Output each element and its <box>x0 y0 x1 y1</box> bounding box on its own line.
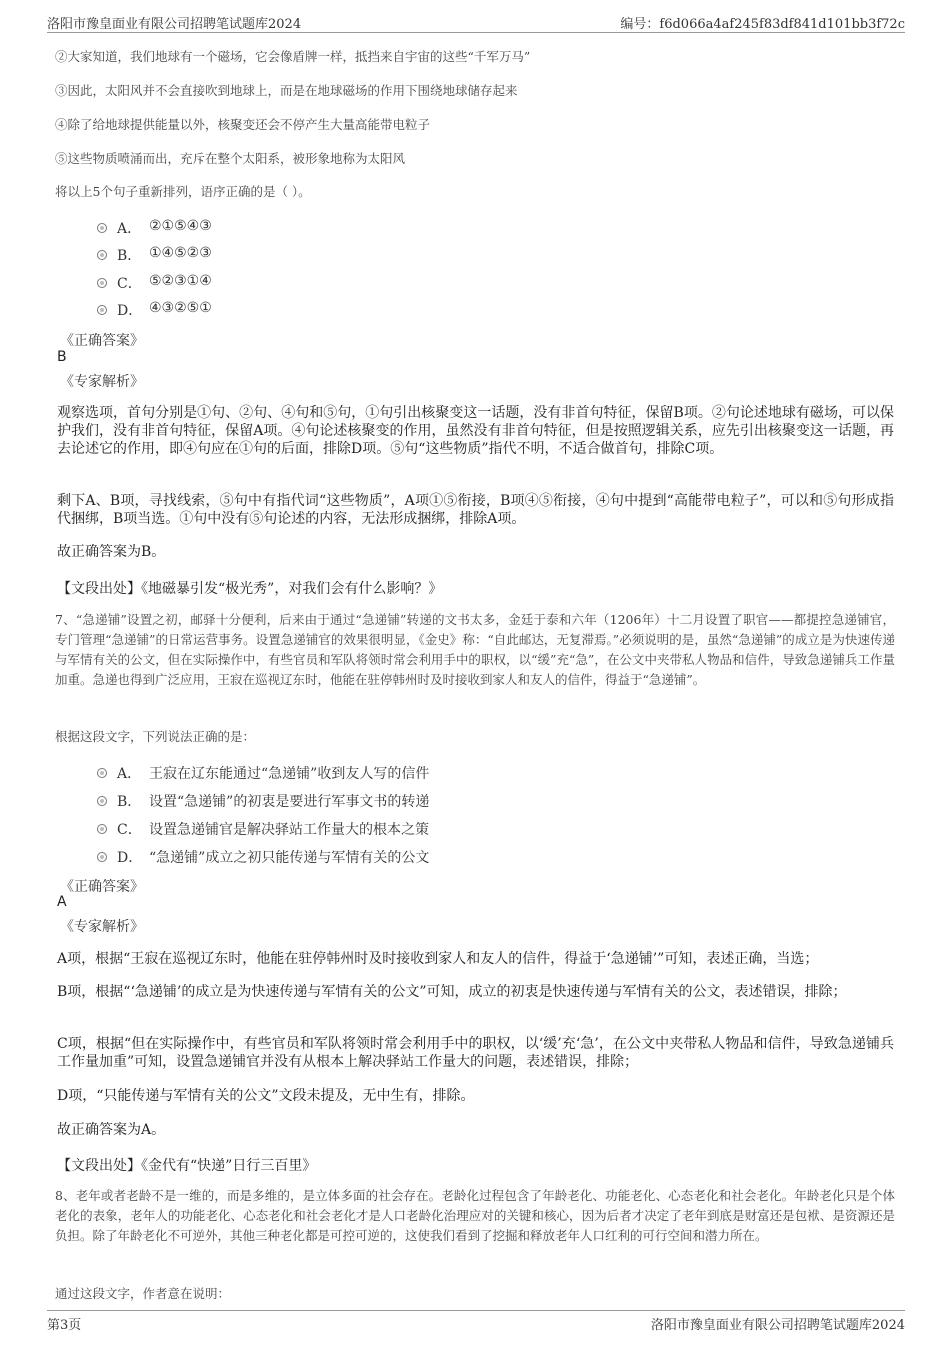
page-number: 第3页 <box>47 1318 82 1333</box>
q7-analysis-a: A项，根据“王寂在巡视辽东时，他能在驻停韩州时及时接收到家人和友人的信件，得益于‘急递铺’”可知，表述正确，当选； <box>57 951 819 967</box>
footer-title: 洛阳市豫皇面业有限公司招聘笔试题库2024 <box>650 1318 905 1333</box>
q8-stem: 8、老年或者老龄不是一维的，而是多维的，是立体多面的社会存在。老龄化过程包含了年龄老化、功能老化、心态老化和社会老化。年龄老化只是个体老化的表象，老年人的功能老化、心态老化和社会老化才是人口老龄化治理应对的关键和核心，因为后者才决定了老年到底是财富还是包袱、是资源还是负担。除了年龄老化不可逆外，其他三种老化都是可控可逆的，这使我们看到了挖掘和释放老年人口红利的可行空间和潜力所在。 <box>55 1188 895 1243</box>
header-title: 洛阳市豫皇面业有限公司招聘笔试题库2024 <box>47 17 302 32</box>
page-header <box>47 10 905 33</box>
option-letter: B． <box>117 794 142 810</box>
q6-source: 【文段出处】《地磁暴引发“极光秀”，对我们会有什么影响？》 <box>57 581 443 597</box>
option-text: 设置“急递铺”的初衷是要进行军事文书的转递 <box>149 794 430 810</box>
option-text: ①④⑤②③ <box>149 245 212 261</box>
q6-sentence-5: ⑤这些物质喷涌而出，充斥在整个太阳系，被形象地称为太阳风 <box>55 151 406 166</box>
q6-prompt: 将以上5个句子重新排列，语序正确的是（ ）。 <box>55 184 311 199</box>
q7-analysis-label: 《专家解析》 <box>60 919 144 935</box>
q7-analysis-b: B项，根据“‘急递铺’的成立是为快速传递与军情有关的公文”可知，成立的初衷是快速传递与军情有关的公文，表述错误，排除； <box>57 984 847 1000</box>
option-letter: A． <box>117 766 142 782</box>
q6-analysis-paragraph: 观察选项，首句分别是①句、②句、④句和⑤句，①句引出核聚变这一话题，没有非首句特征，保留B项。②句论述地球有磁场，可以保护我们，没有非首句特征，保留A项。④句论述核聚变的作用，虽然没有非首句特征，但是按照逻辑关系，应先引出核聚变这一话题，再去论述它的作用，即④句应在①句的后面，排除D项。⑤句“这些物质”指代不明，不适合做首句，排除C项。 <box>57 405 894 457</box>
q8-prompt: 通过这段文字，作者意在说明： <box>55 1286 231 1301</box>
q7-analysis-c: C项，根据“但在实际操作中，有些官员和军队将领时常会利用手中的职权，以‘缓’充‘急’，在公文中夹带私人物品和信件，导致急递铺兵工作量加重”可知，设置急递铺官并没有从根本上解决驿站工作量大的问题，表述错误，排除； <box>57 1036 894 1070</box>
option-letter: C． <box>117 276 142 292</box>
radio-icon[interactable] <box>97 768 107 778</box>
q7-answer-label: 《正确答案》 <box>60 879 144 895</box>
q6-analysis-paragraph: 剩下A、B项，寻找线索，⑤句中有指代词“这些物质”，A项①⑤衔接，B项④⑤衔接，④句中提到“高能带电粒子”，可以和⑤句形成指代捆绑，B项当选。①句中没有⑤句论述的内容，无法形成捆绑，排除A项。 <box>57 493 894 527</box>
header-doc-id: 编号：f6d066a4af245f83df841d101bb3f72c <box>620 17 905 32</box>
radio-icon[interactable] <box>97 305 107 315</box>
option-text: ④③②⑤① <box>149 300 212 316</box>
option-text: 设置急递铺官是解决驿站工作量大的根本之策 <box>149 822 429 838</box>
q7-analysis-conclusion: 故正确答案为A。 <box>57 1122 166 1138</box>
radio-icon[interactable] <box>97 278 107 288</box>
option-text: ⑤②③①④ <box>149 273 212 289</box>
option-letter: D． <box>117 303 143 319</box>
q7-analysis-d: D项，“只能传递与军情有关的公文”文段未提及，无中生有，排除。 <box>57 1088 475 1104</box>
q7-source: 【文段出处】《金代有“快递”日行三百里》 <box>57 1158 317 1174</box>
q7-prompt: 根据这段文字，下列说法正确的是： <box>55 729 256 744</box>
option-letter: C． <box>117 822 142 838</box>
q6-answer: B <box>57 349 67 365</box>
option-letter: A． <box>117 221 142 237</box>
q7-stem: 7、“急递铺”设置之初，邮驿十分便利，后来由于通过“急递铺”转递的文书太多，金廷于泰和六年（1206年）十二月设置了职官——都提控急递铺官，专门管理“急递铺”的日常运营事务。设置急递铺官的效果很明显，《金史》称：“自此邮达，无复滞焉。”必须说明的是，虽然“急递铺”的成立是为快速传递与军情有关的公文，但在实际操作中，有些官员和军队将领时常会利用手中的职权，以“缓”充“急”，在公文中夹带私人物品和信件，导致急递铺兵工作量加重。急递也得到广泛应用，王寂在巡视辽东时，他能在驻停韩州时及时接收到家人和友人的信件，得益于“急递铺”。 <box>55 612 895 687</box>
radio-icon[interactable] <box>97 796 107 806</box>
q6-sentence-4: ④除了给地球提供能量以外，核聚变还会不停产生大量高能带电粒子 <box>55 117 431 132</box>
page-footer <box>47 1310 905 1335</box>
q6-sentence-2: ②大家知道，我们地球有一个磁场，它会像盾牌一样，抵挡来自宇宙的这些“千军万马” <box>55 49 531 64</box>
q6-analysis-conclusion: 故正确答案为B。 <box>57 544 166 560</box>
option-text: “急递铺”成立之初只能传递与军情有关的公文 <box>149 850 430 866</box>
radio-icon[interactable] <box>97 824 107 834</box>
option-letter: B． <box>117 248 142 264</box>
radio-icon[interactable] <box>97 852 107 862</box>
q6-answer-label: 《正确答案》 <box>60 333 144 349</box>
option-text: 王寂在辽东能通过“急递铺”收到友人写的信件 <box>149 766 430 782</box>
q7-answer: A <box>57 894 67 910</box>
q6-analysis-label: 《专家解析》 <box>60 374 144 390</box>
option-letter: D． <box>117 850 143 866</box>
radio-icon[interactable] <box>97 223 107 233</box>
option-text: ②①⑤④③ <box>149 218 212 234</box>
q6-sentence-3: ③因此，太阳风并不会直接吹到地球上，而是在地球磁场的作用下围绕地球储存起来 <box>55 83 518 98</box>
radio-icon[interactable] <box>97 250 107 260</box>
